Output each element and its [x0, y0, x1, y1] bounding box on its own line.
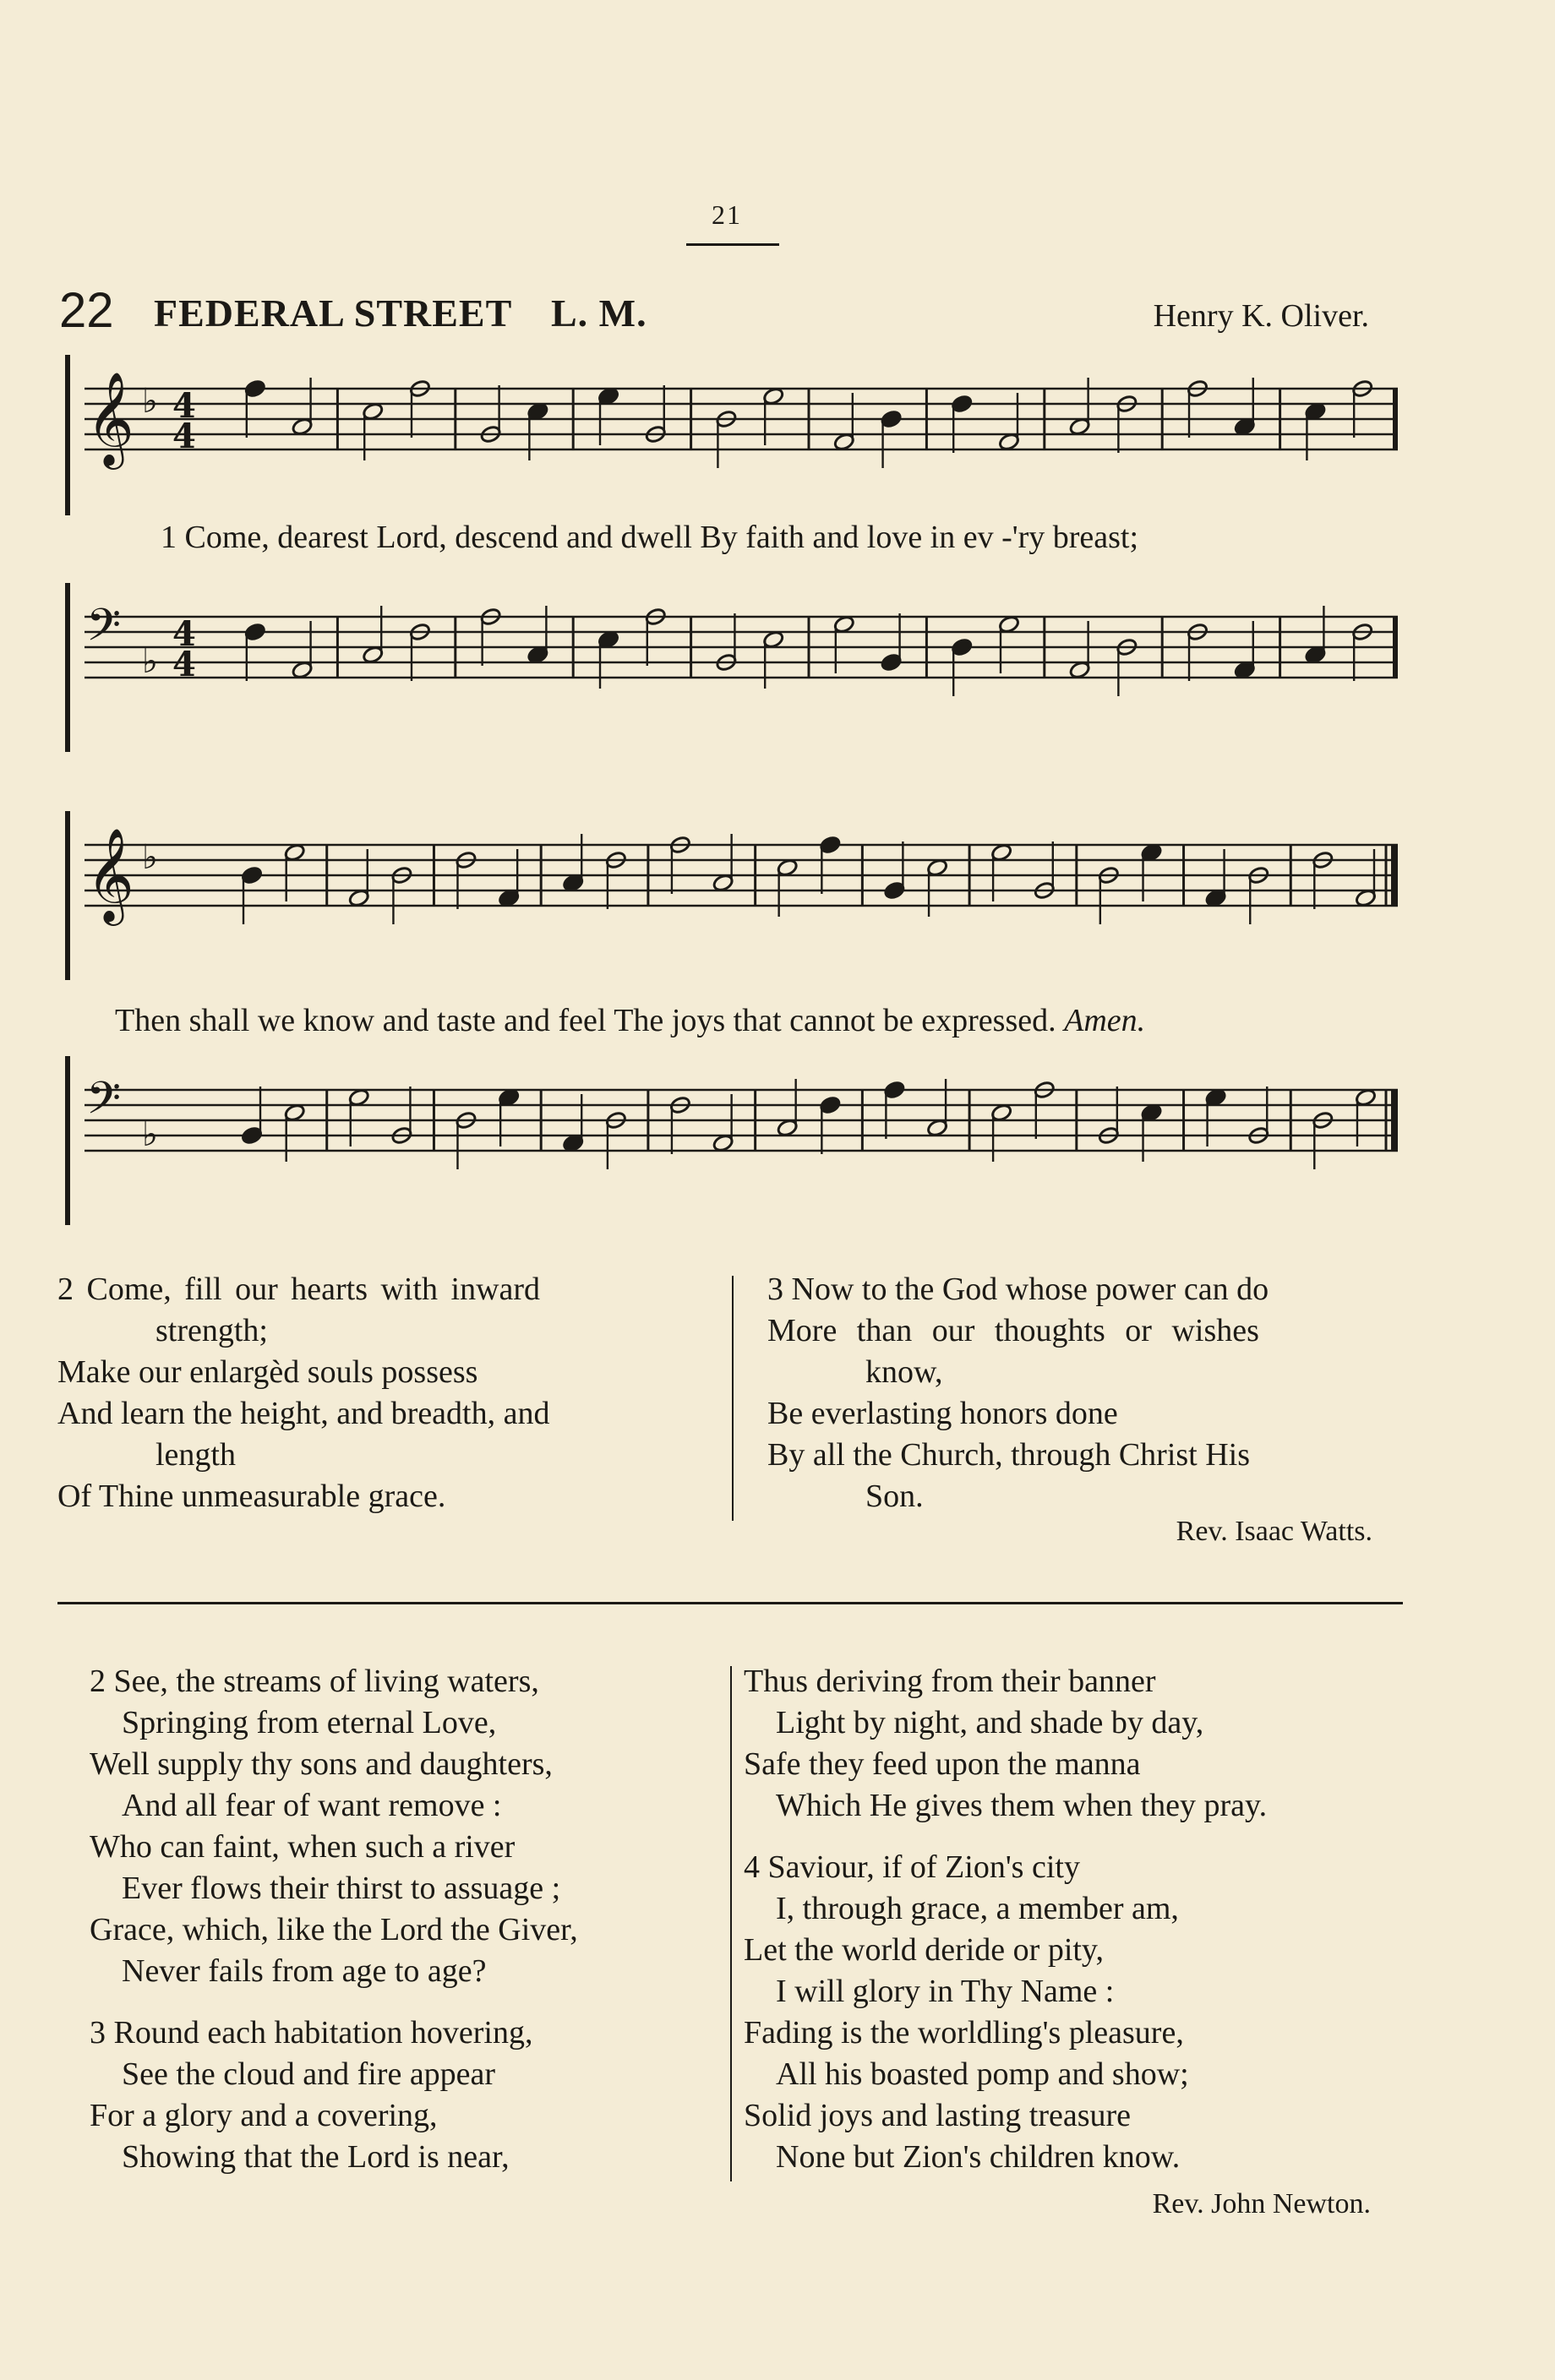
- prev-right-line: I, through grace, a member am,: [776, 1891, 1179, 1926]
- verse-2: [57, 1269, 717, 1517]
- flat-sign-icon: ♭: [142, 1115, 158, 1154]
- time-signature-bottom: 4: [172, 417, 196, 456]
- column-divider: [732, 1276, 734, 1521]
- prev-left-line: Springing from eternal Love,: [122, 1705, 497, 1740]
- tune-name-text: FEDERAL STREET: [154, 291, 512, 335]
- bass-clef-icon: 𝄢: [86, 1073, 122, 1136]
- prev-right-line: None but Zion's children know.: [776, 2139, 1181, 2175]
- page-number-rule: [686, 243, 779, 246]
- stanza-gap: [744, 1827, 1411, 1847]
- text-credit-watts: Rev. Isaac Watts.: [1176, 1516, 1372, 1547]
- verse-2-line: And learn the height, and breadth, and: [57, 1396, 550, 1431]
- time-signature-bottom: 4: [172, 645, 196, 684]
- page-number: 21: [712, 199, 742, 230]
- verse-3-line: By all the Church, through Christ His: [767, 1437, 1251, 1473]
- prev-left-line: Showing that the Lord is near,: [122, 2139, 510, 2175]
- verse-2-line: Of Thine unmeasurable grace.: [57, 1479, 446, 1514]
- flat-sign-icon: ♭: [142, 838, 158, 877]
- prev-left-line: Never fails from age to age?: [122, 1953, 487, 1989]
- verse-2-line: Make our enlargèd souls possess: [57, 1354, 478, 1390]
- verse-3-line: Be everlasting honors done: [767, 1396, 1118, 1431]
- treble-clef-icon: 𝄞: [86, 371, 134, 466]
- lyric-line-2-text: Then shall we know and taste and feel The joys that cannot be expressed.: [115, 1003, 1056, 1038]
- verse-3-line: More than our thoughts or wishes: [767, 1313, 1259, 1348]
- prev-left-line: See the cloud and fire appear: [122, 2056, 496, 2092]
- verse-2-line: strength;: [156, 1313, 268, 1348]
- stanza-gap: [90, 1992, 732, 2012]
- end-barline: [1393, 389, 1398, 449]
- time-signature-top: 4: [172, 386, 196, 426]
- prev-right-line: All his boasted pomp and show;: [776, 2056, 1189, 2092]
- end-barline: [1393, 617, 1398, 678]
- previous-hymn-right-column: [744, 1661, 1411, 2178]
- amen-text: Amen.: [1064, 1003, 1146, 1038]
- verse-3-line: know,: [865, 1354, 943, 1390]
- text-credit-newton: Rev. John Newton.: [1152, 2188, 1371, 2219]
- music-system-2-bass: [59, 1056, 1411, 1242]
- prev-left-line: Ever flows their thirst to assuage ;: [122, 1871, 561, 1906]
- treble-staff-1: [59, 355, 1411, 515]
- previous-hymn-left-column: [90, 1661, 732, 2178]
- verse-2-line: length: [156, 1437, 236, 1473]
- prev-left-line: And all fear of want remove :: [122, 1788, 502, 1823]
- verse-3-line: 3 Now to the God whose power can do: [767, 1272, 1269, 1307]
- prev-left-line: 2 See, the streams of living waters,: [90, 1664, 539, 1699]
- final-barline-thick: [1391, 1090, 1398, 1151]
- prev-left-line: Who can faint, when such a river: [90, 1829, 516, 1865]
- verse-3-line: Son.: [865, 1479, 924, 1514]
- time-signature-top: 4: [172, 614, 196, 654]
- hymn-number: 22: [59, 283, 114, 338]
- flat-sign-icon: ♭: [142, 382, 158, 421]
- treble-staff-2: [59, 811, 1411, 980]
- prev-right-line: Let the world deride or pity,: [744, 1932, 1104, 1968]
- lyric-line-2: [115, 1002, 1145, 1039]
- prev-right-line: Which He gives them when they pray.: [776, 1788, 1268, 1823]
- final-barline-thick: [1391, 845, 1398, 906]
- prev-left-line: 3 Round each habitation hovering,: [90, 2015, 533, 2051]
- treble-clef-icon: 𝄞: [86, 827, 134, 922]
- bass-staff-2: [59, 1056, 1411, 1242]
- column-divider: [730, 1666, 732, 2181]
- music-system-1-treble: [59, 355, 1411, 515]
- music-system-2-treble: [59, 811, 1411, 980]
- flat-sign-icon: ♭: [142, 642, 158, 681]
- verse-2-line: 2 Come, fill our hearts with inward: [57, 1272, 541, 1307]
- prev-left-line: Grace, which, like the Lord the Giver,: [90, 1912, 578, 1947]
- meter: L. M.: [550, 291, 647, 335]
- prev-right-line: Light by night, and shade by day,: [776, 1705, 1204, 1740]
- composer: Henry K. Oliver.: [1153, 298, 1369, 334]
- prev-right-line: Thus deriving from their banner: [744, 1664, 1156, 1699]
- verse-3: [767, 1269, 1410, 1517]
- music-system-1-bass: [59, 583, 1411, 752]
- lyric-line-1: 1 Come, dearest Lord, descend and dwell By faith and love in ev -'ry breast;: [161, 520, 1139, 555]
- prev-right-line: I will glory in Thy Name :: [776, 1974, 1115, 2009]
- prev-right-line: 4 Saviour, if of Zion's city: [744, 1849, 1080, 1885]
- prev-left-line: For a glory and a covering,: [90, 2098, 438, 2133]
- bass-staff-1: [59, 583, 1411, 752]
- bass-clef-icon: 𝄢: [86, 600, 122, 662]
- tune-name: [154, 291, 647, 335]
- section-divider: [57, 1602, 1403, 1604]
- prev-left-line: Well supply thy sons and daughters,: [90, 1746, 553, 1782]
- prev-right-line: Safe they feed upon the manna: [744, 1746, 1141, 1782]
- prev-right-line: Fading is the worldling's pleasure,: [744, 2015, 1184, 2051]
- prev-right-line: Solid joys and lasting treasure: [744, 2098, 1132, 2133]
